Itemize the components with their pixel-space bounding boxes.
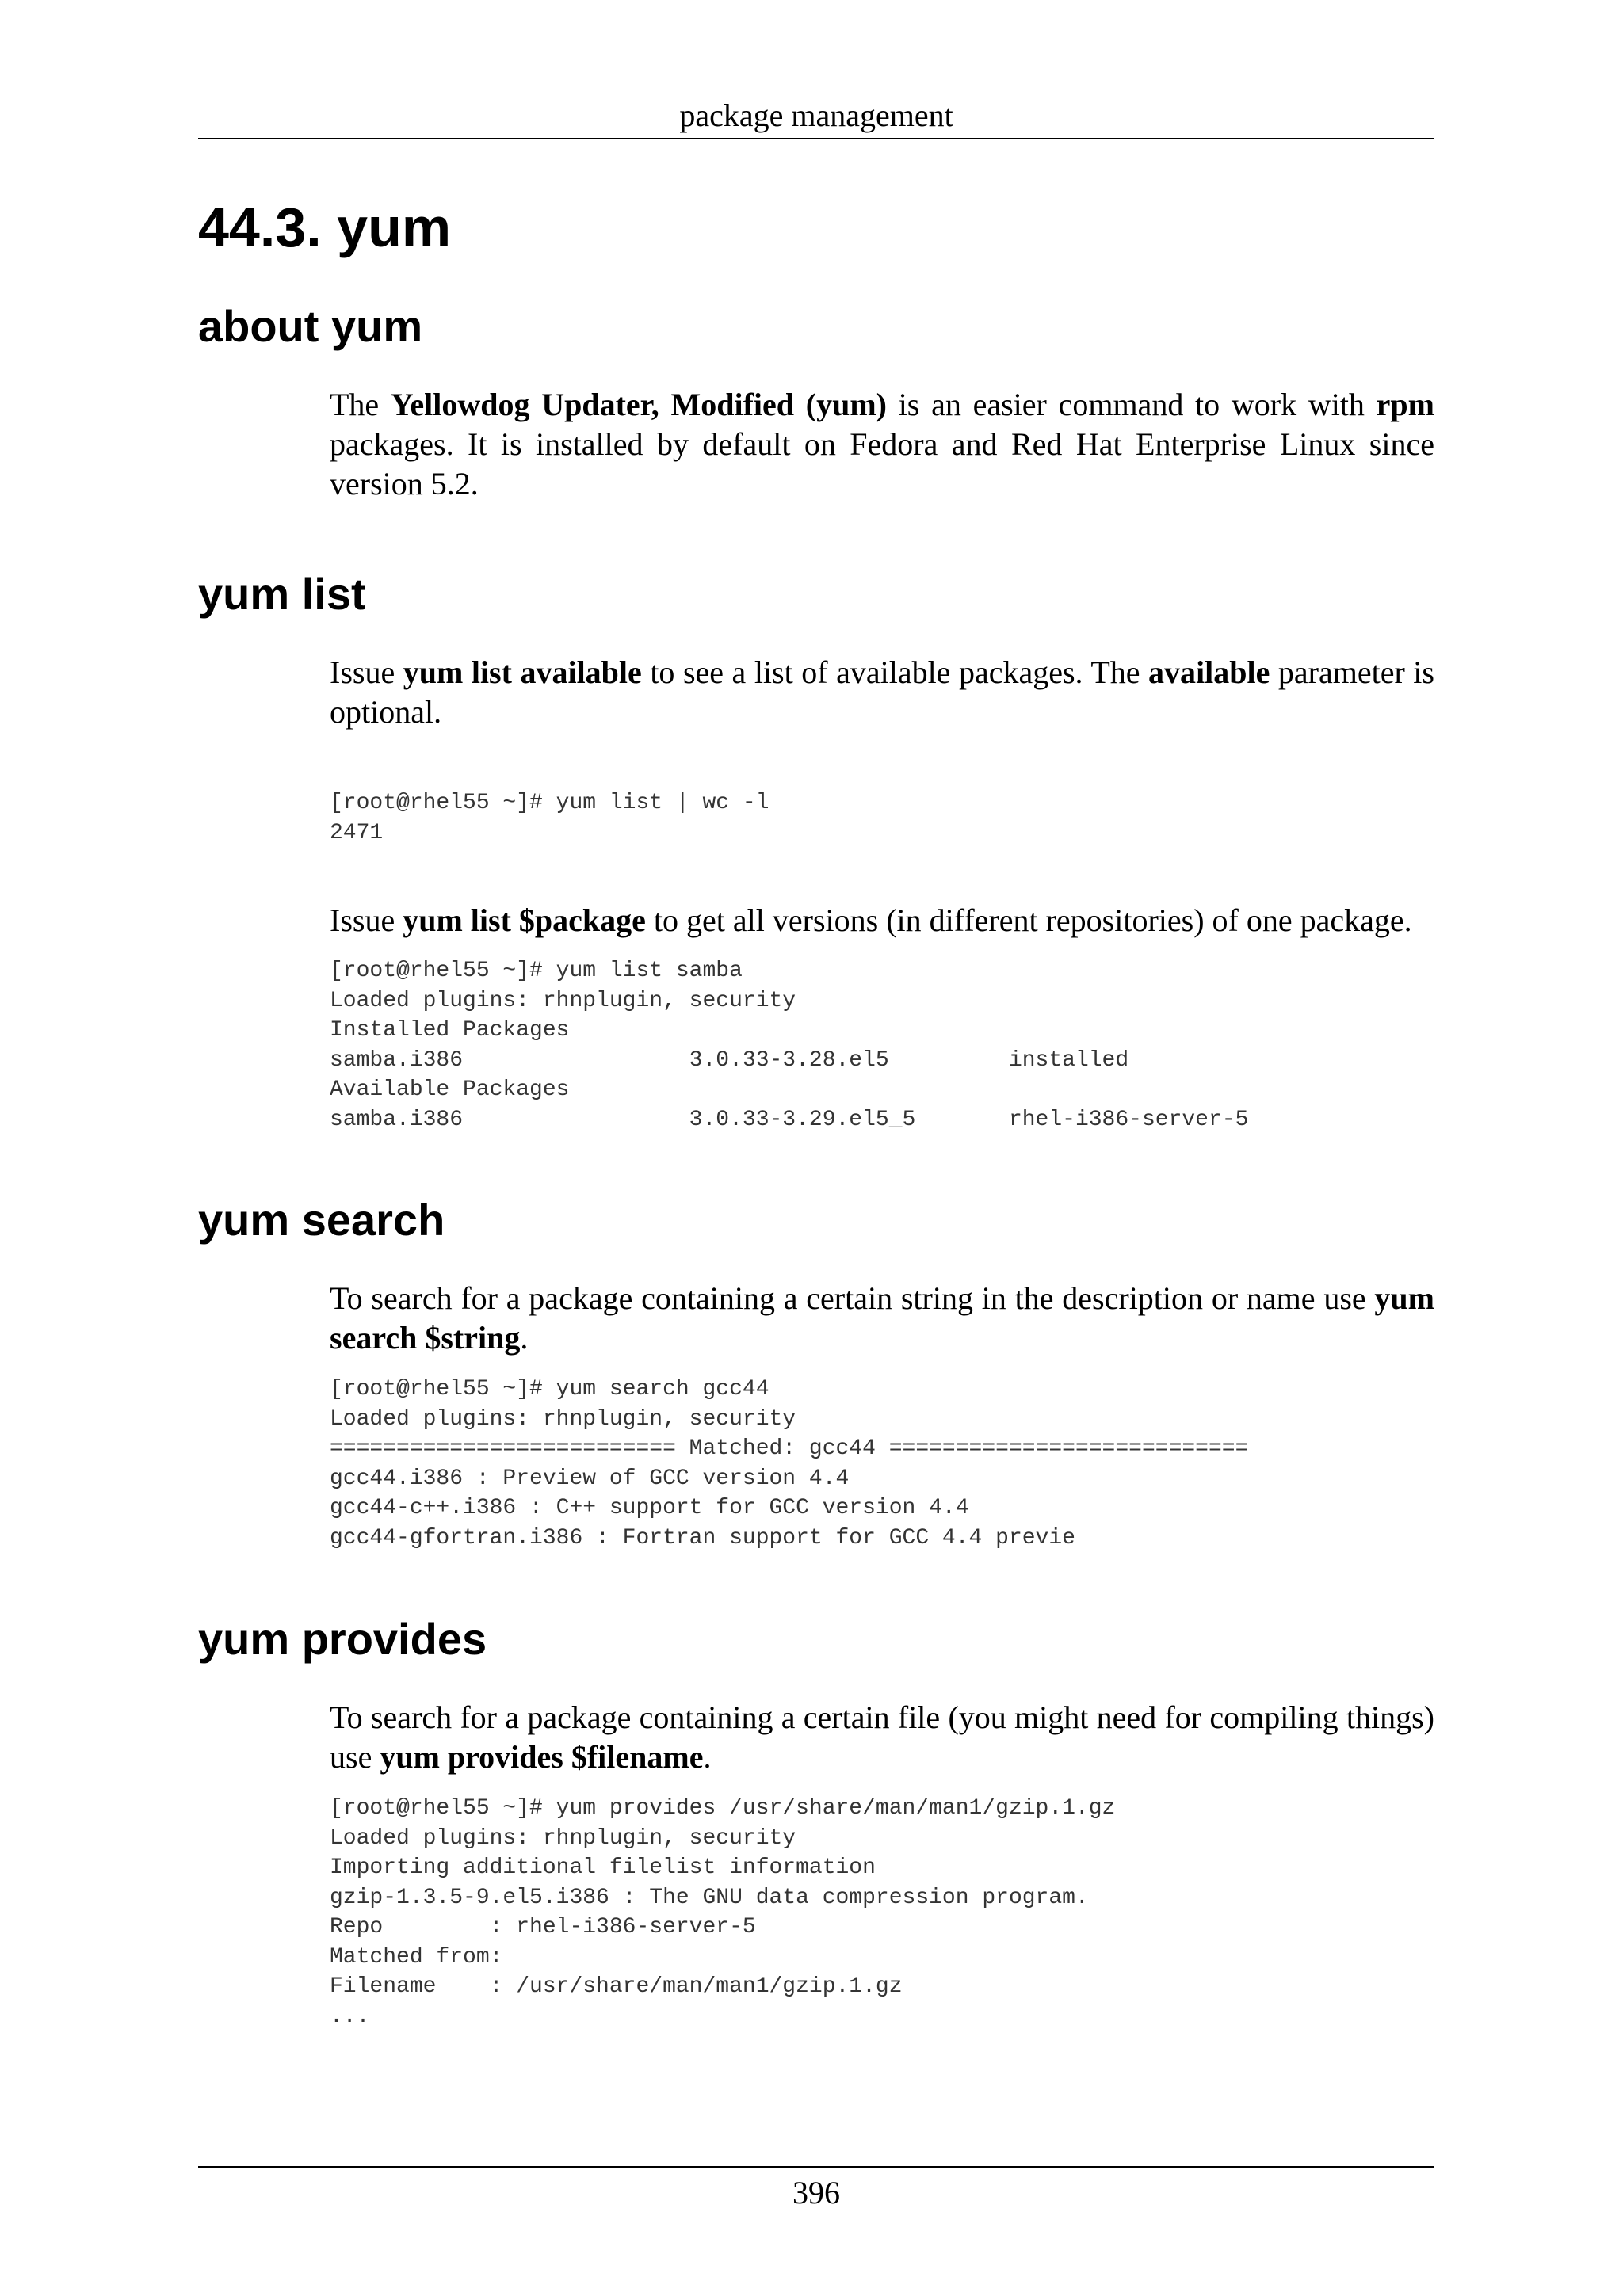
footer-rule	[198, 2166, 1434, 2168]
term-yum-search-string: yum search $string	[330, 1280, 1434, 1356]
section-heading-yum-search: yum search	[198, 1195, 445, 1245]
yum-provides-paragraph: To search for a package containing a certain file (you might need for compiling things) use yum provides $filename.	[330, 1699, 1434, 1775]
yum-search-paragraph: To search for a package containing a certain string in the description or name use yum search $string.	[330, 1280, 1434, 1356]
section-body-yum-search	[330, 1279, 1434, 1553]
code-block-yum-list-samba: [root@rhel55 ~]# yum list samba Loaded plugins: rhnplugin, security Installed Packages samba.i386 3.0.33-3.28.el5 installed Available Packages samba.i386 3.0.33-3.29.el5_5 rhel-i386-server-5	[330, 959, 1249, 1132]
term-yum-list-available: yum list available	[403, 654, 642, 690]
section-heading-yum-provides: yum provides	[198, 1614, 487, 1664]
term-available: available	[1148, 654, 1270, 690]
term-rpm: rpm	[1376, 387, 1434, 422]
term-yum-provides-filename: yum provides $filename	[380, 1739, 704, 1775]
section-body-yum-list	[330, 653, 1434, 1135]
about-yum-paragraph: The Yellowdog Updater, Modified (yum) is an easier command to work with rpm packages. It is installed by default on Fedora and Red Hat Enterprise Linux since version 5.2.	[330, 387, 1434, 502]
section-heading-yum-list: yum list	[198, 569, 366, 619]
yum-list-paragraph-1: Issue yum list available to see a list of available packages. The available parameter is optional.	[330, 654, 1434, 730]
term-yum-name: Yellowdog Updater, Modified (yum)	[390, 387, 887, 422]
code-block-yum-search: [root@rhel55 ~]# yum search gcc44 Loaded plugins: rhnplugin, security ========================== Matched: gcc44 =========================== gcc44.i386 : Preview of GCC version 4.4 gcc44-c++.i386 : C++ support for GCC version 4.4 gcc44-gfortran.i386 : Fortran support for GCC 4.4 previe	[330, 1377, 1249, 1550]
yum-list-paragraph-2: Issue yum list $package to get all versions (in different repositories) of one package.	[330, 902, 1412, 938]
term-yum-list-package: yum list $package	[403, 902, 646, 938]
running-header: package management	[679, 97, 953, 133]
header-rule	[198, 138, 1434, 139]
code-block-yum-list-count: [root@rhel55 ~]# yum list | wc -l 2471	[330, 791, 769, 845]
page-content	[198, 184, 1434, 2031]
chapter-title: 44.3. yum	[198, 196, 452, 258]
code-block-yum-provides: [root@rhel55 ~]# yum provides /usr/share/man/man1/gzip.1.gz Loaded plugins: rhnplugin, security Importing additional filelist information gzip-1.3.5-9.el5.i386 : The GNU data compression program. Repo : rhel-i386-server-5 Matched from: Filename : /usr/share/man/man1/gzip.1.gz ...	[330, 1796, 1116, 2029]
section-heading-about-yum: about yum	[198, 301, 423, 351]
page-number: 396	[792, 2175, 840, 2210]
document-page	[198, 0, 1434, 2296]
section-body-yum-provides	[330, 1698, 1434, 2031]
section-body-about-yum	[330, 385, 1434, 504]
